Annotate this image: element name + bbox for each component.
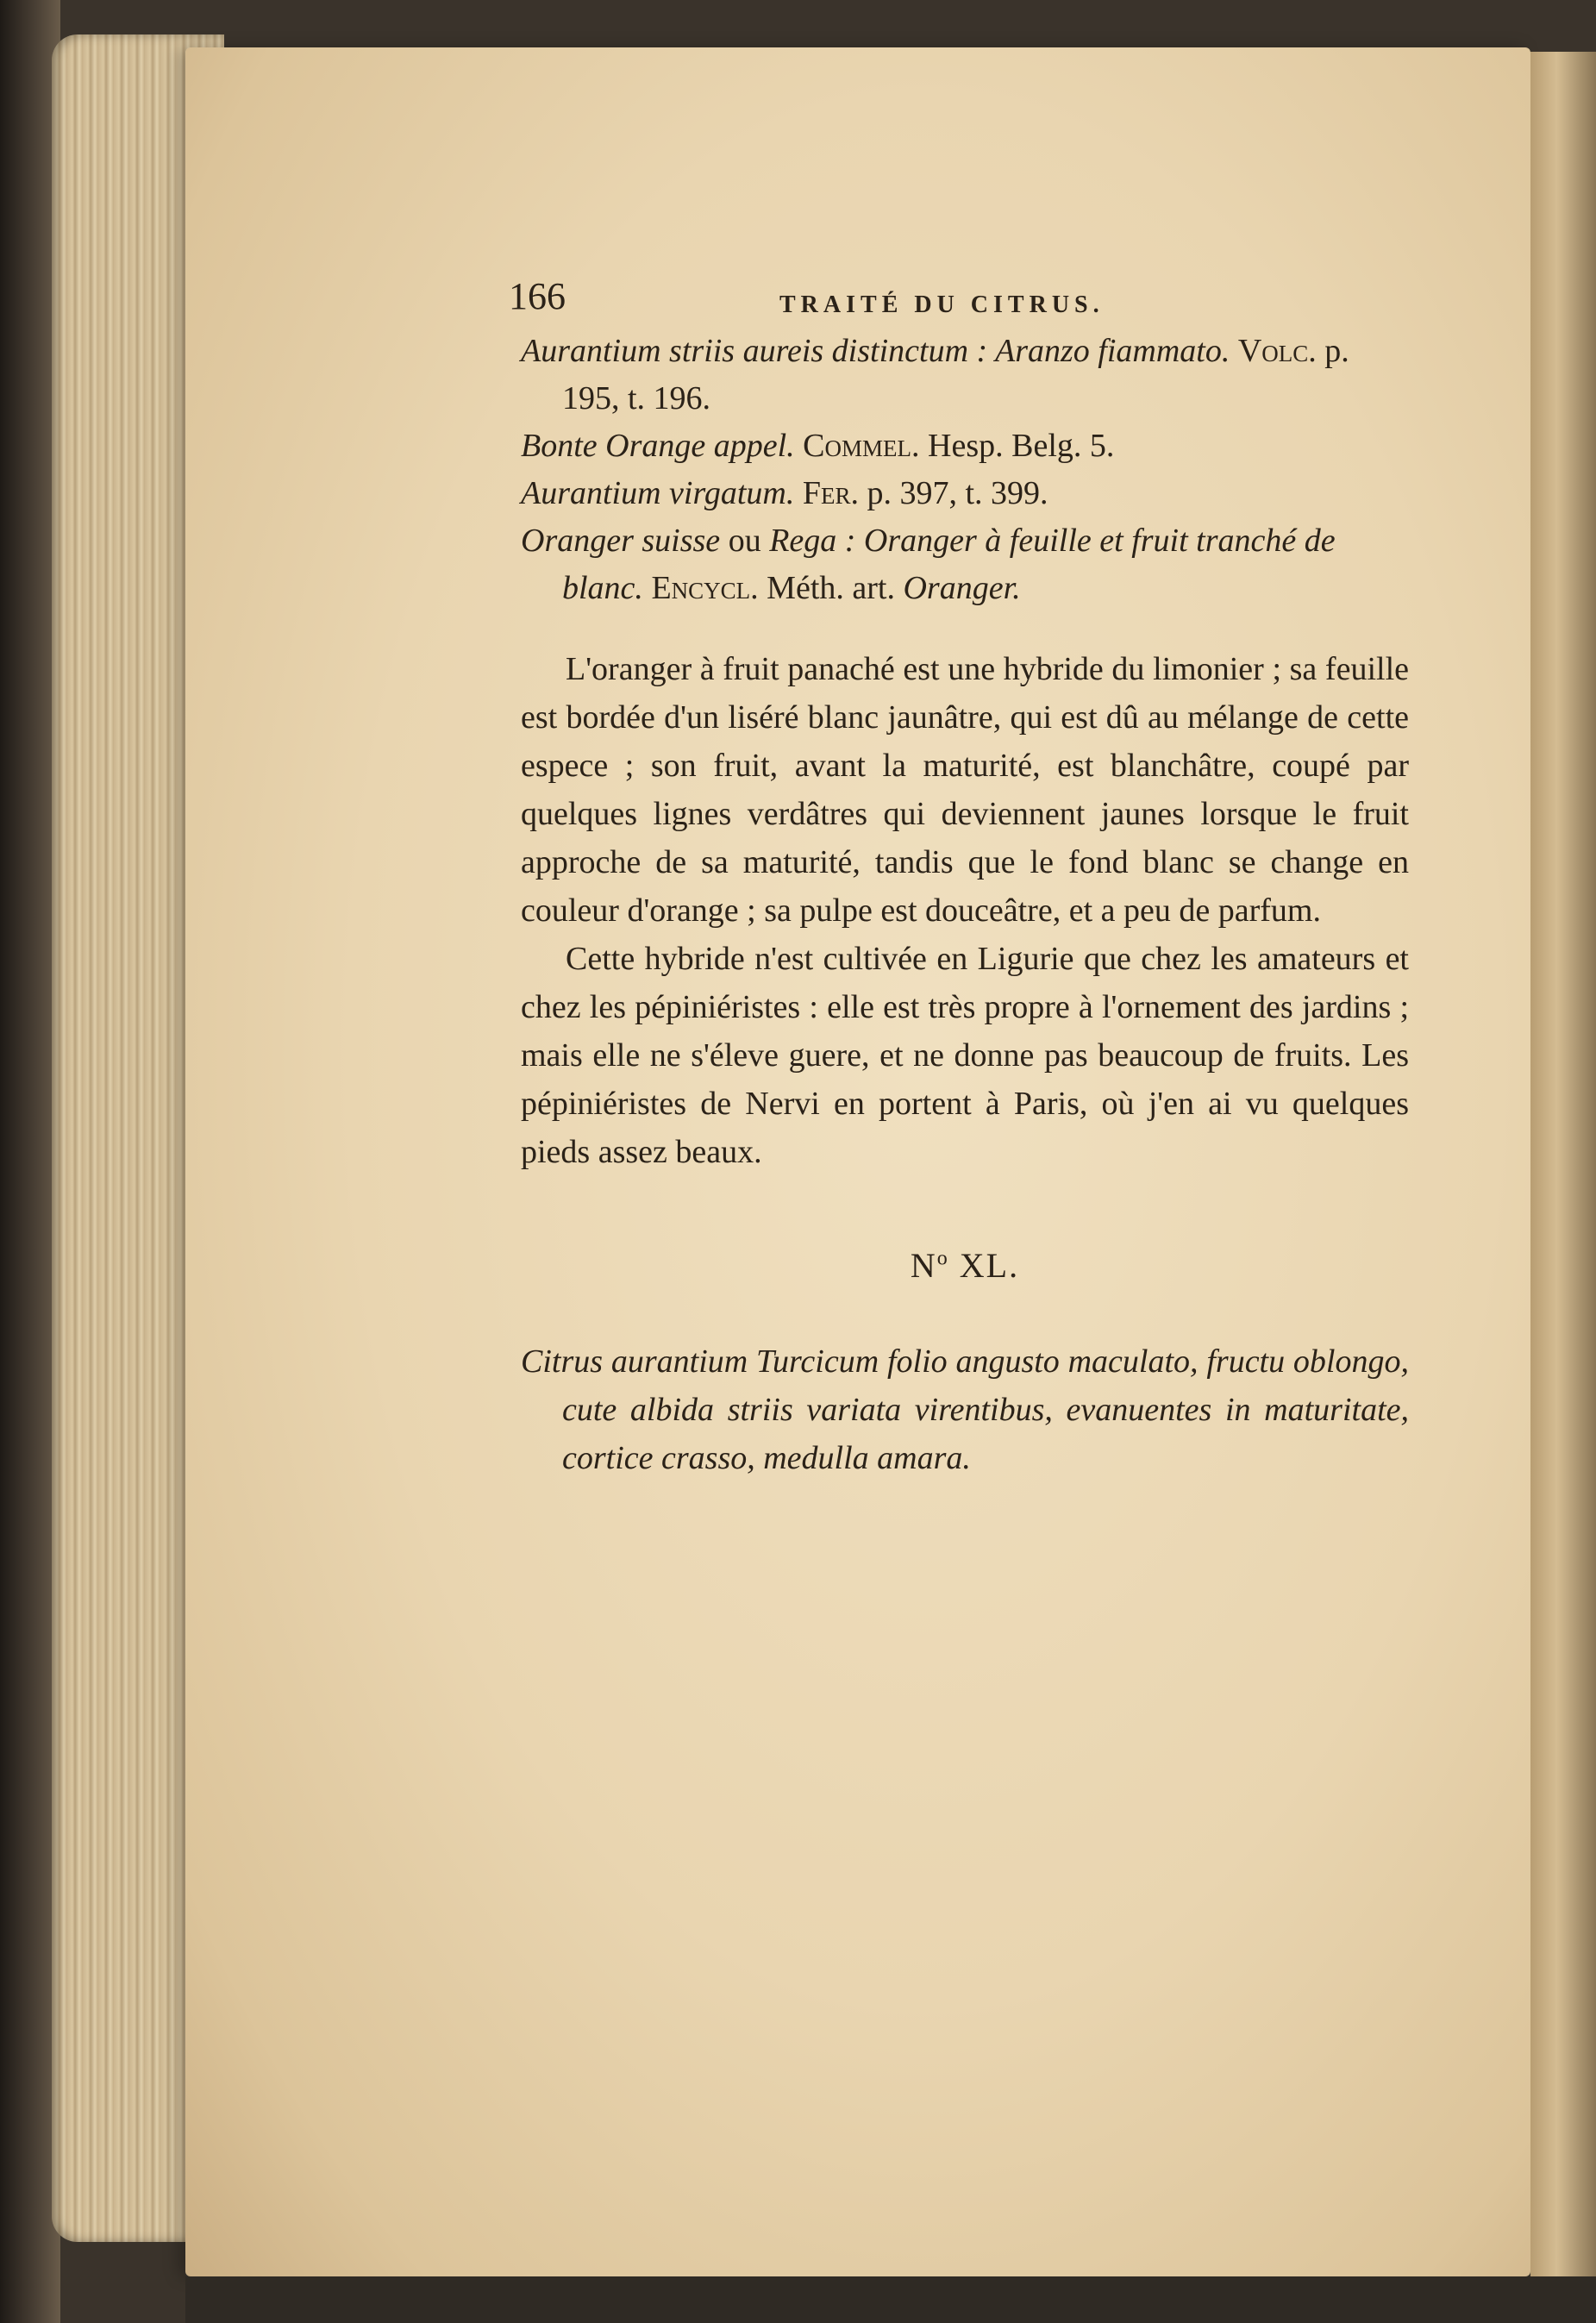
synonym-entry <box>521 328 1409 423</box>
synonym-entry <box>521 470 1409 517</box>
synonym-reference: p. 397, t. 399. <box>867 475 1048 511</box>
section-heading <box>521 1245 1409 1286</box>
page-number: 166 <box>509 275 566 317</box>
synonym-conjunction: ou <box>728 523 761 559</box>
synonym-entry <box>521 423 1409 470</box>
section-sup: o <box>936 1247 949 1270</box>
synonym-author: Commel. <box>803 428 920 464</box>
running-title: TRAITÉ DU CITRUS. <box>779 291 1105 318</box>
synonym-latin: Aurantium striis aureis distinctum : Aranzo fiammato. <box>521 333 1230 369</box>
synonym-french: Rega : Oranger à feuille et fruit tranché de blanc. <box>562 523 1336 606</box>
running-head <box>509 267 1409 328</box>
section-prefix: N <box>910 1246 937 1285</box>
next-page-edge <box>1530 52 1596 2276</box>
synonym-latin: Aurantium virgatum. <box>521 475 795 511</box>
body-text <box>521 645 1409 1176</box>
synonym-latin: Oranger suisse <box>521 523 721 559</box>
synonym-author: Volc. <box>1237 333 1317 369</box>
synonym-list <box>521 328 1409 612</box>
synonym-latin: Bonte Orange appel. <box>521 428 795 464</box>
paragraph: L'oranger à fruit panaché est une hybride du limonier ; sa feuille est bordée d'un liséré blanc jaunâtre, qui est dû au mélange de cette espece ; son fruit, avant la maturité, est blanchâtre, coupé par quelques lignes verdâtres qui deviennent jaunes lorsque le fruit approche de sa maturité, tandis que le fond blanc se change en couleur d'orange ; sa pulpe est douceâtre, et a peu de parfum. <box>521 651 1409 929</box>
section-numeral: XL. <box>959 1246 1020 1285</box>
latin-description: Citrus aurantium Turcicum folio angusto maculato, fructu oblongo, cute albida striis variata virentibus, evanuentes in maturitate, cortice crasso, medulla amara. <box>521 1343 1409 1476</box>
synonym-entry <box>521 517 1409 612</box>
synonym-reference: p. 195, t. 196. <box>562 333 1349 416</box>
bottom-scan-border <box>185 2276 1596 2323</box>
page-text-block <box>509 267 1409 1482</box>
synonym-article: Oranger. <box>903 570 1021 606</box>
synonym-author: Encycl. <box>651 570 759 606</box>
synonym-author: Fer. <box>802 475 859 511</box>
paragraph: Cette hybride n'est cultivée en Ligurie que chez les amateurs et chez les pépiniéristes : elle est très propre à l'ornement des jardins ; mais elle ne s'éleve guere, et ne donne pas beaucoup de fruits. Les pépiniéristes de Nervi en portent à Paris, où j'en ai vu quelques pieds assez beaux. <box>521 941 1409 1170</box>
synonym-reference: Méth. art. <box>767 570 895 606</box>
synonym-reference: Hesp. Belg. 5. <box>928 428 1115 464</box>
